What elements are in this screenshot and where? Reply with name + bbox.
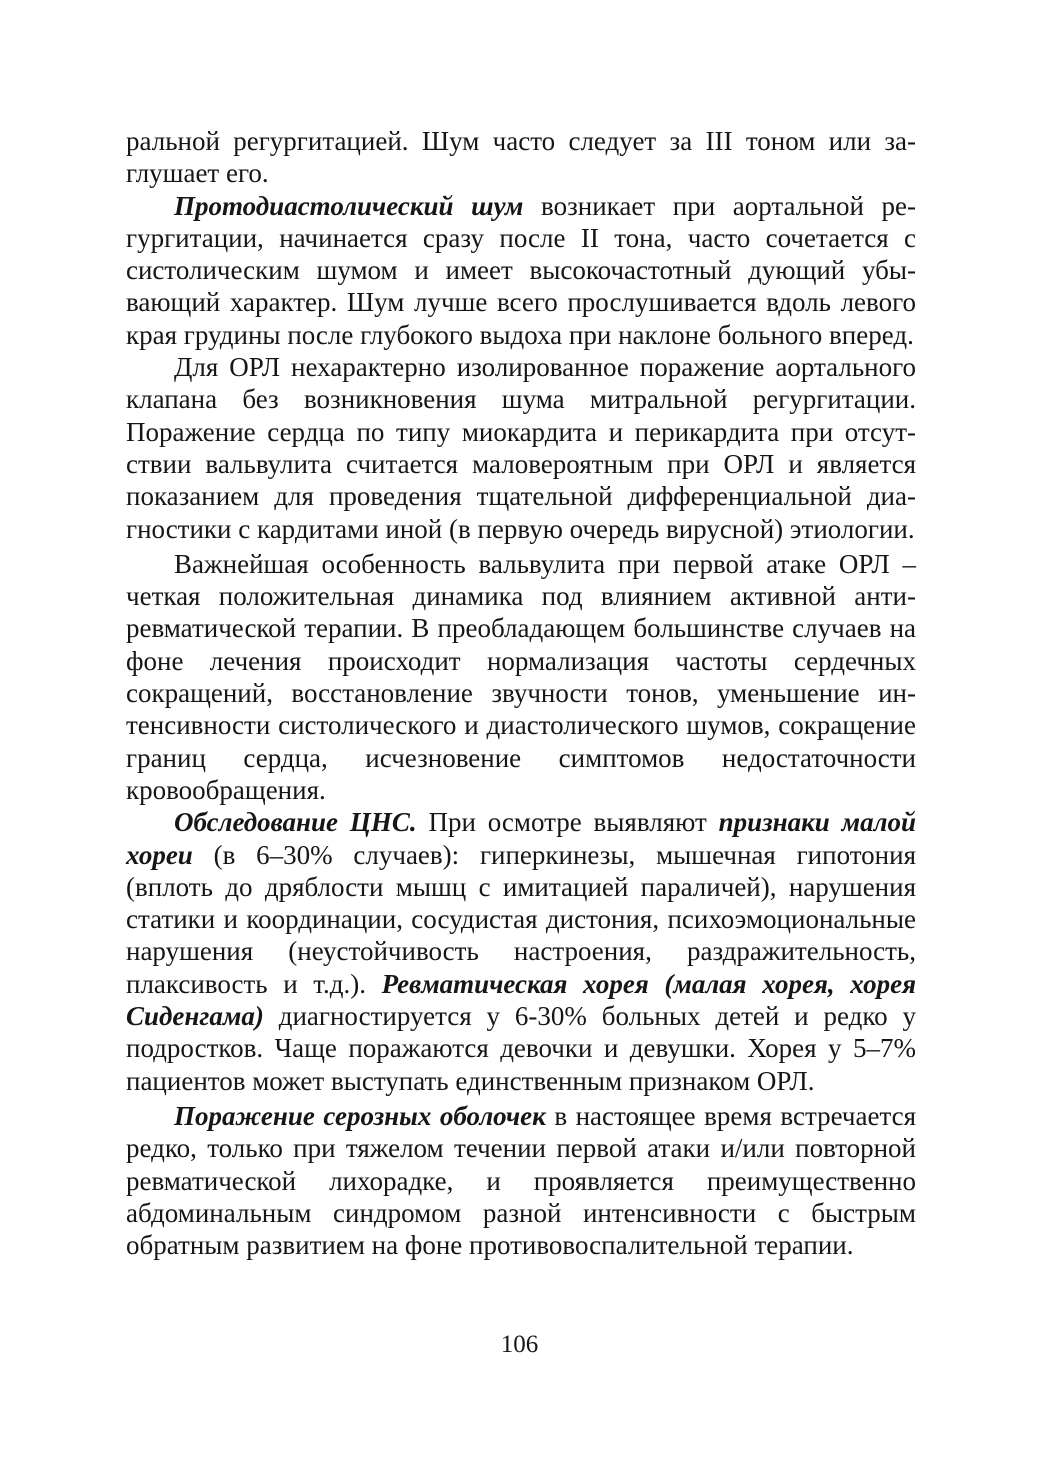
paragraph-serous-membranes [126,1100,916,1261]
paragraph-aortic-valve [126,351,916,545]
text-run: Для ОРЛ нехарактерно изолированное поражение аортального клапана без возникновения шума митральной регургитации. Поражение сердца по типу миокардита и перикардита при отсутствии вальвулита считается маловероятным при ОРЛ и является показанием для проведения тщательной дифференциальной диагностики с кардитами иной (в первую очередь вирусной) этиологии. [126,352,916,544]
text-run: диагностируется у 6-30% больных детей и редко у подростков. Чаще поражаются девочки и девушки. Хорея у 5–7% пациентов может выступать единственным признаком ОРЛ. [126,1001,916,1096]
text-run: При осмотре выявляют [416,807,719,838]
term-serous-membranes: Поражение серозных оболочек [174,1100,546,1131]
term-minor-chorea-signs: признаки малой хореи [126,807,917,870]
text-run: Важнейшая особенность вальвулита при первой атаке ОРЛ – четкая положительная динамика под влиянием активной антиревматической терапии. В преобладающем большинстве случаев на фоне лечения происходит нормализация частоты сердечных сокращений, восстановление звучности тонов, уменьшение интенсивности систолического и диастолического шумов, сокращение границ сердца, исчезновение симптомов недостаточности кровообращения. [126,548,916,805]
text-run: ральной регургитацией. Шум часто следует за III тоном или заглушает его. [126,126,916,189]
paragraph-continuation [126,125,916,190]
paragraph-valvulitis-dynamics [126,548,916,806]
text-run: возникает при аортальной регургитации, начинается сразу после II тона, часто сочетается с систолическим шумом и имеет высокочастотный дующий убывающий характер. Шум лучше всего прослушивается вдоль левого края грудины после глубокого выдоха при наклоне больного вперед. [126,190,916,350]
page-body [126,125,916,1261]
text-run: в настоящее время встречается редко, только при тяжелом течении первой атаки и/или повторной ревматической лихорадке, и проявляется преимущественно абдоминальным синдромом разной интенсивности с быстрым обратным развитием на фоне противовоспалительной терапии. [126,1100,916,1261]
page-number: 106 [500,1331,539,1358]
paragraph-protodiastolic-murmur [126,190,916,351]
term-rheumatic-chorea: Ревматическая хорея (малая хорея, хорея Сиденгама) [126,968,916,1032]
term-cns-examination: Обследование ЦНС. [174,807,417,838]
text-run: (в 6–30% случаев): гиперкинезы, мышечная гипотония (вплоть до дряблости мышц с имитацией параличей), нарушения статики и координации, сосудистая дистония, психоэмоциональные нарушения (неустойчивость настроения, раздражительность, плаксивость и т.д.). [126,839,916,999]
term-protodiastolic-murmur: Протодиастолический шум [174,190,524,221]
paragraph-cns-examination [126,806,916,1097]
